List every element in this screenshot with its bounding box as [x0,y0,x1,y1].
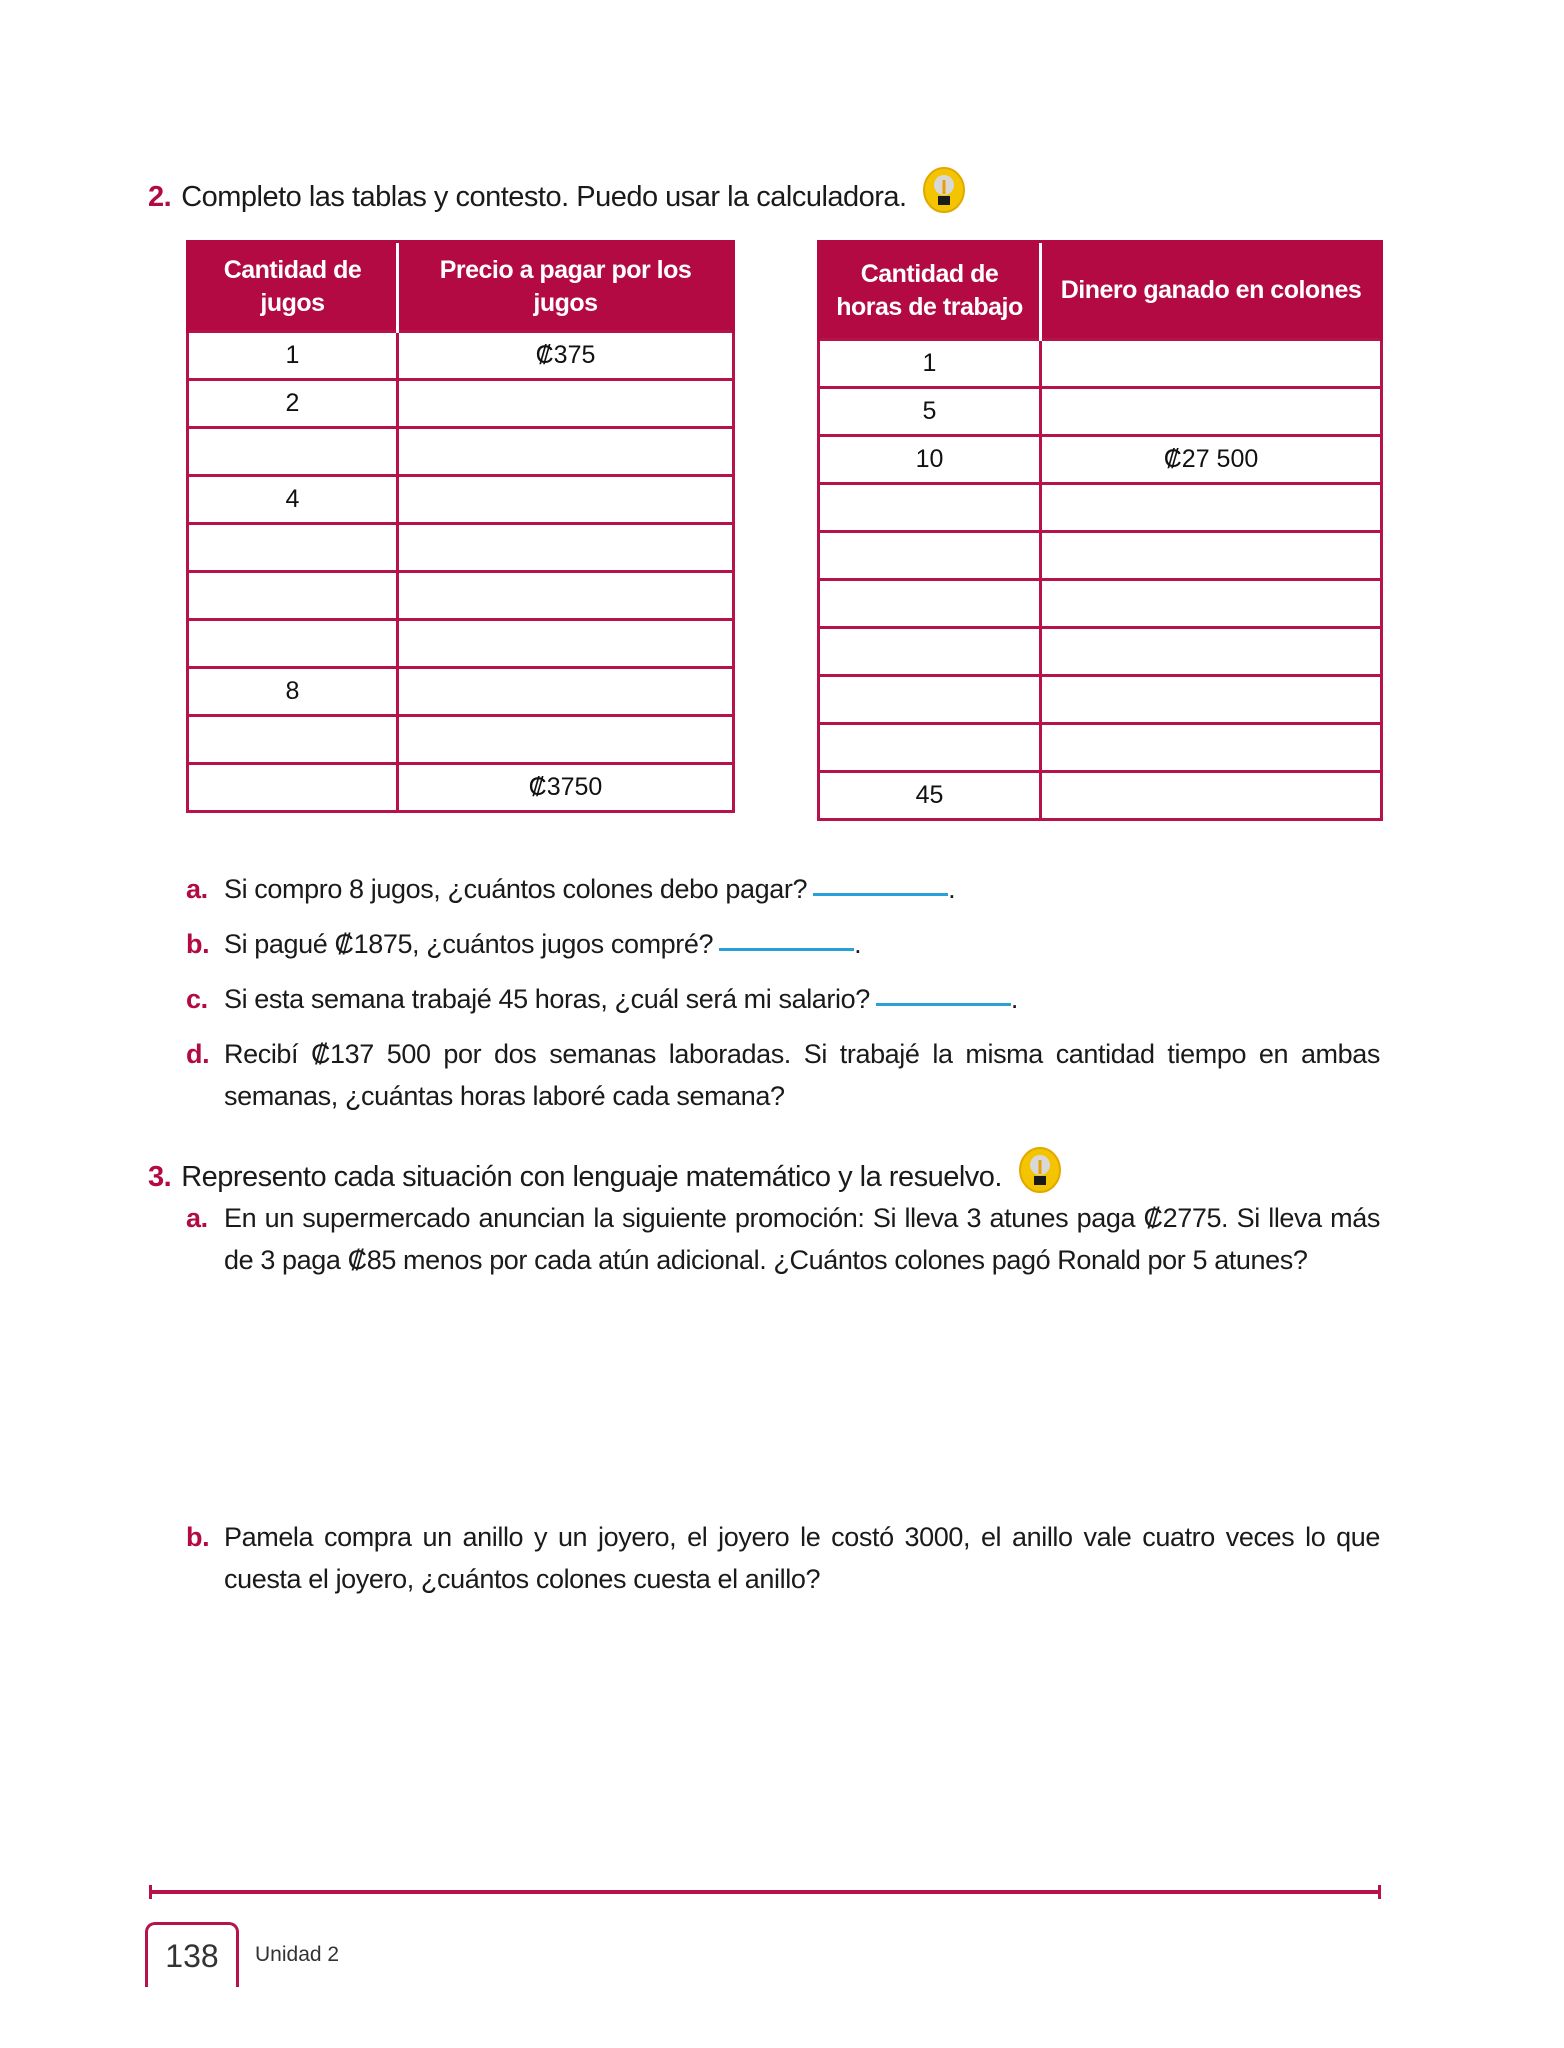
answer-blank[interactable] [719,948,854,951]
exercise-3-heading [148,1146,1062,1194]
table-row [188,380,734,428]
table-row [188,764,734,812]
table-row [819,580,1382,628]
table-row [819,532,1382,580]
footer-divider-tick-left [149,1885,152,1899]
table-cell[interactable] [398,716,734,764]
footer-divider [150,1890,1380,1894]
question-b: b. Si pagué ₡1875, ¿cuántos jugos compré? . [186,929,862,959]
table-cell[interactable]: ₡375 [398,332,734,380]
hours-earnings-table [817,240,1383,821]
table-cell[interactable]: 1 [819,340,1041,388]
table-row [188,476,734,524]
table-cell[interactable] [398,524,734,572]
table-row [819,388,1382,436]
table-row [188,572,734,620]
answer-area-3b[interactable] [224,1610,1380,1860]
table-cell[interactable]: ₡3750 [398,764,734,812]
page-number: 138 [145,1922,239,1987]
table-row [188,332,734,380]
answer-area-3a[interactable] [224,1290,1380,1510]
table-cell[interactable]: 2 [188,380,398,428]
table-row [188,716,734,764]
table-cell[interactable] [398,428,734,476]
lightbulb-hint-icon [922,166,966,214]
column-header-earnings: Dinero ganado en colones [1041,242,1382,340]
exercise-number: 3. [148,1161,172,1193]
table-row [819,628,1382,676]
table-cell[interactable] [1041,676,1382,724]
table-cell[interactable] [1041,388,1382,436]
table-row [819,484,1382,532]
table-row [819,340,1382,388]
table-row [819,676,1382,724]
table-cell[interactable] [1041,532,1382,580]
table-cell[interactable] [1041,724,1382,772]
table-row [188,620,734,668]
question-c: c. Si esta semana trabajé 45 horas, ¿cuál será mi salario? . [186,984,1018,1014]
exercise-instruction: Completo las tablas y contesto. Puedo usar la calculadora. [181,181,907,213]
table-cell[interactable] [188,620,398,668]
table-cell[interactable]: 4 [188,476,398,524]
table-cell[interactable] [819,484,1041,532]
table-cell[interactable] [398,572,734,620]
table-cell[interactable] [188,716,398,764]
juices-price-table [186,240,735,813]
exercise-2-heading [148,166,966,214]
exercise-instruction: Represento cada situación con lenguaje matemático y la resuelvo. [181,1161,1002,1193]
table-cell[interactable] [819,532,1041,580]
answer-blank[interactable] [813,893,948,896]
table-cell[interactable] [188,764,398,812]
table-row [819,724,1382,772]
problem-3b: b. Pamela compra un anillo y un joyero, el joyero le costó 3000, el anillo vale cuatro veces lo que cuesta el joyero, ¿cuántos colones cuesta el anillo? [186,1522,1380,1594]
table-row [188,668,734,716]
column-header-quantity: Cantidad de jugos [188,242,398,332]
column-header-hours: Cantidad de horas de trabajo [819,242,1041,340]
table-cell[interactable] [1041,628,1382,676]
footer-divider-tick-right [1378,1885,1381,1899]
question-a: a. Si compro 8 jugos, ¿cuántos colones debo pagar? . [186,874,956,904]
table-cell[interactable] [819,580,1041,628]
table-cell[interactable]: 8 [188,668,398,716]
table-row [819,772,1382,820]
table-cell[interactable]: ₡27 500 [1041,436,1382,484]
table-cell[interactable] [819,676,1041,724]
problem-3a: a. En un supermercado anuncian la siguiente promoción: Si lleva 3 atunes paga ₡2775. Si lleva más de 3 paga ₡85 menos por cada atún adicional. ¿Cuántos colones pagó Ronald por 5 atunes? [186,1203,1380,1275]
table-cell[interactable]: 1 [188,332,398,380]
table-cell[interactable]: 10 [819,436,1041,484]
table-cell[interactable] [1041,484,1382,532]
table-cell[interactable] [188,524,398,572]
column-header-price: Precio a pagar por los jugos [398,242,734,332]
unit-label: Unidad 2 [255,1943,340,1966]
question-d: d. Recibí ₡137 500 por dos semanas laboradas. Si trabajé la misma cantidad tiempo en ambas semanas, ¿cuántas horas laboré cada semana? [186,1039,1380,1111]
table-cell[interactable] [398,668,734,716]
table-cell[interactable] [1041,580,1382,628]
table-cell[interactable]: 5 [819,388,1041,436]
table-row [188,428,734,476]
answer-blank[interactable] [876,1003,1011,1006]
table-cell[interactable] [398,380,734,428]
exercise-number: 2. [148,181,172,213]
table-row [188,524,734,572]
table-cell[interactable] [1041,772,1382,820]
table-cell[interactable] [188,428,398,476]
table-cell[interactable] [398,620,734,668]
table-cell[interactable] [819,628,1041,676]
table-cell[interactable] [1041,340,1382,388]
table-cell[interactable] [398,476,734,524]
lightbulb-hint-icon [1018,1146,1062,1194]
table-cell[interactable]: 45 [819,772,1041,820]
table-cell[interactable] [188,572,398,620]
table-cell[interactable] [819,724,1041,772]
table-row [819,436,1382,484]
